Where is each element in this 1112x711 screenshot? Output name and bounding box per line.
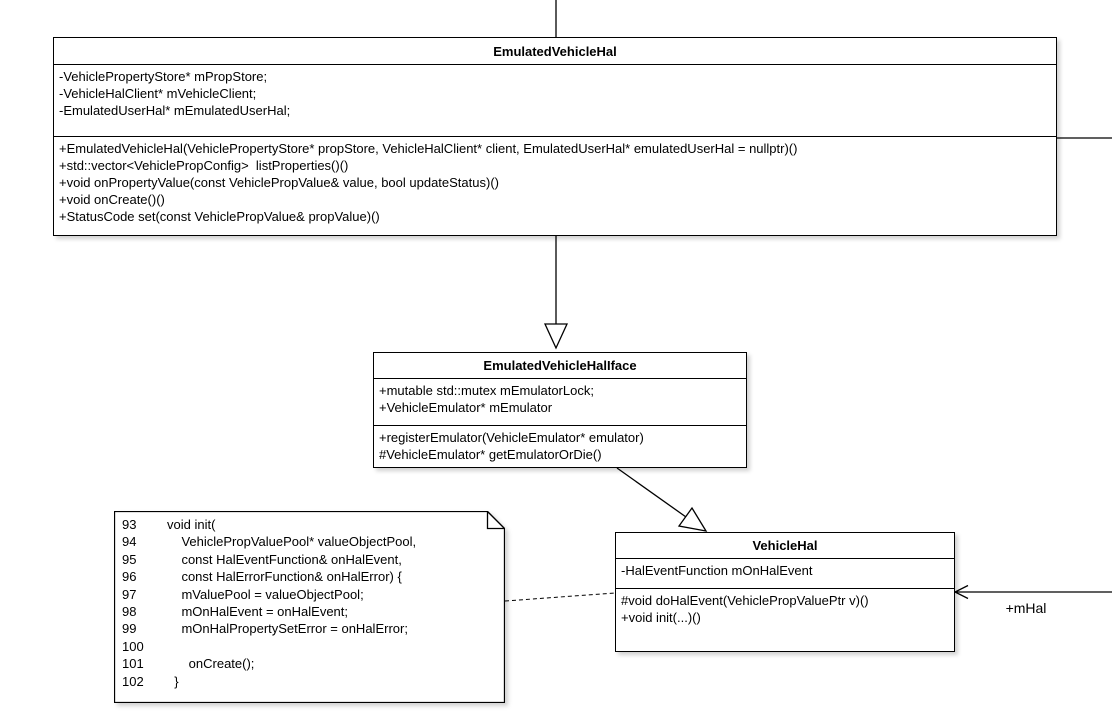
note-code-block [122,516,416,690]
code-line: onCreate(); [167,656,255,672]
line-number: 98 [122,603,137,619]
method: +void init(...)() [621,610,701,625]
attribute: +VehicleEmulator* mEmulator [379,400,553,415]
attribute: -HalEventFunction mOnHalEvent [621,563,813,578]
line-number: 95 [122,551,137,567]
code-line: mValuePool = valueObjectPool; [167,586,364,602]
attribute: -VehicleHalClient* mVehicleClient; [59,86,257,101]
method: +StatusCode set(const VehiclePropValue& propValue)() [59,209,380,224]
class-emulatedvehiclehal[interactable] [53,37,1057,236]
attribute: +mutable std::mutex mEmulatorLock; [379,383,594,398]
attribute: -EmulatedUserHal* mEmulatedUserHal; [59,103,291,118]
method: +std::vector<VehiclePropConfig> listProperties()() [59,158,349,173]
line-number: 93 [122,517,137,532]
methods-section [374,426,746,463]
code-line: mOnHalEvent = onHalEvent; [167,603,349,619]
method: +registerEmulator(VehicleEmulator* emulator) [379,430,644,445]
mhal-edge-label: +mHal [1005,600,1047,616]
line-number: 94 [122,534,137,550]
methods-section [54,137,1056,225]
method: +EmulatedVehicleHal(VehiclePropertyStore* propStore, VehicleHalClient* client, EmulatedUserHal* emulatedUserHal = nullptr)() [59,141,798,156]
method: +void onCreate()() [59,192,165,207]
attribute: -VehiclePropertyStore* mPropStore; [59,69,268,84]
code-line: } [167,673,179,689]
hollow-triangle-arrowhead [679,508,706,531]
line-number: 97 [122,586,137,602]
code-line: const HalEventFunction& onHalEvent, [167,551,402,567]
attributes-section [54,65,1056,137]
note-attachment-dashed-edge[interactable] [505,593,615,601]
code-line: VehiclePropValuePool* valueObjectPool, [167,534,417,550]
line-number: 96 [122,569,137,585]
attributes-section [374,379,746,426]
class-title: EmulatedVehicleHalIface [374,353,746,379]
line-number: 99 [122,621,137,637]
method: #void doHalEvent(VehiclePropValuePtr v)() [621,593,869,608]
method: +void onPropertyValue(const VehiclePropValue& value, bool updateStatus)() [59,175,499,190]
code-line: const HalErrorFunction& onHalError) { [167,569,402,585]
class-title: EmulatedVehicleHal [54,38,1056,65]
class-emulatedvehiclehaliface[interactable] [373,352,747,468]
hollow-triangle-arrowhead [545,324,567,348]
code-line: void init( [167,517,216,532]
mhal-association-edge[interactable] [955,586,1112,617]
class-title: VehicleHal [616,533,954,559]
code-line: mOnHalPropertySetError = onHalError; [167,621,408,637]
line-number: 101 [122,656,144,672]
class-vehiclehal[interactable] [615,532,955,652]
line-number: 100 [122,638,144,654]
generalization-edge-emulatedvehiclehal-to-iface[interactable] [545,236,567,348]
methods-section [616,589,954,626]
code-note[interactable] [114,511,505,703]
folded-corner [488,512,505,529]
generalization-edge-iface-to-vehiclehal[interactable] [617,468,706,531]
attributes-section [616,559,954,589]
method: #VehicleEmulator* getEmulatorOrDie() [379,447,602,462]
line-number: 102 [122,673,144,689]
